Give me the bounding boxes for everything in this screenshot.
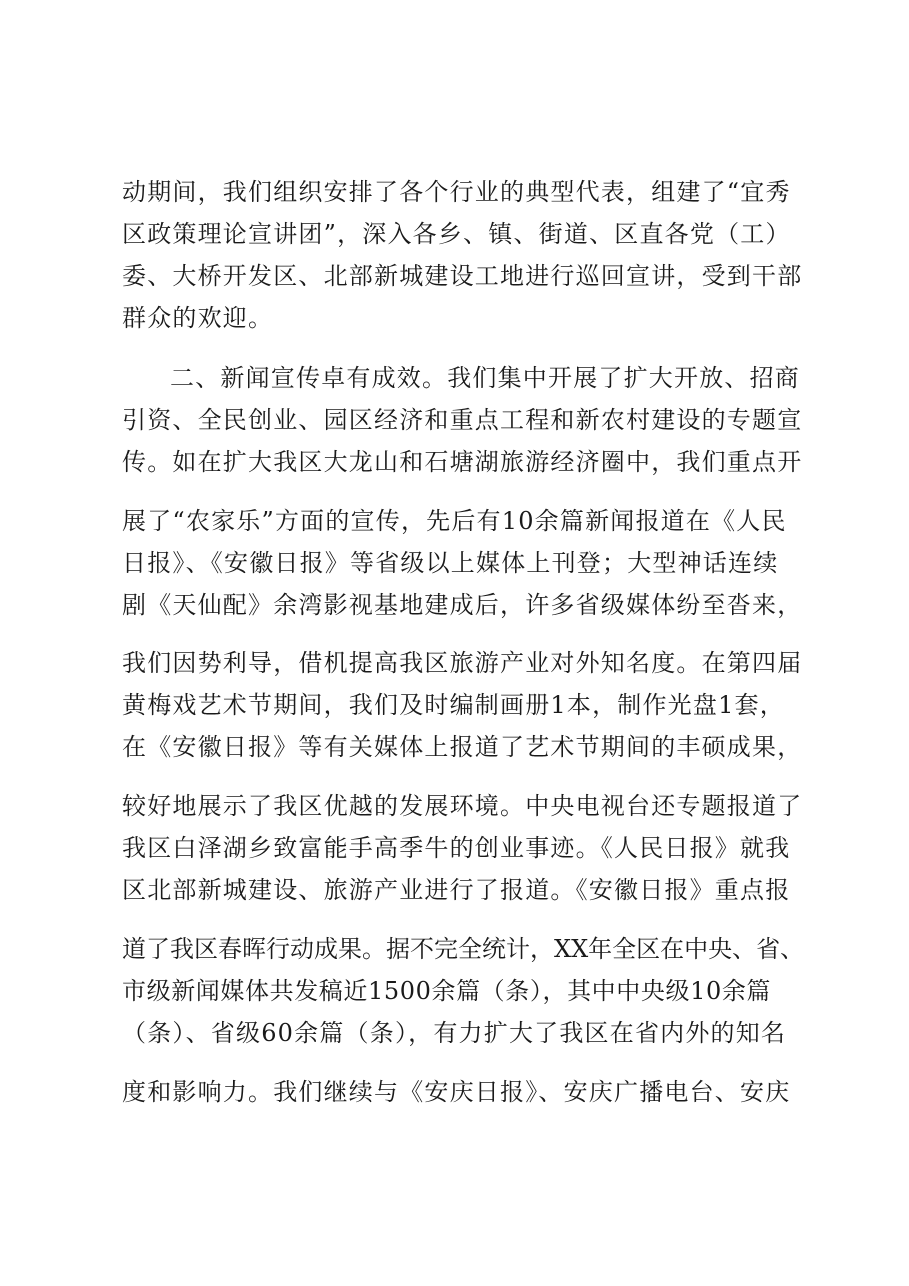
text-line: 我区白泽湖乡致富能手高季牛的创业事迹。《人民日报》就我 (122, 834, 791, 862)
text-line: 区政策理论宣讲团”，深入各乡、镇、街道、区直各党（工） (122, 220, 791, 248)
text-line: 群众的欢迎。 (122, 304, 274, 332)
text-line: 日报》、《安徽日报》等省级以上媒体上刊登；大型神话连续 (122, 549, 779, 577)
text-line: 剧《天仙配》余湾影视基地建成后，许多省级媒体纷至沓来， (122, 591, 803, 619)
text-line: 动期间，我们组织安排了各个行业的典型代表，组建了“宜秀 (122, 178, 791, 206)
text-line: 引资、全民创业、园区经济和重点工程和新农村建设的专题宣 (122, 406, 803, 434)
text-line: 展了“农家乐”方面的宣传，先后有10余篇新闻报道在《人民 (122, 507, 787, 535)
text-line: 我们因势利导，借机提高我区旅游产业对外知名度。在第四届 (122, 649, 803, 677)
text-line: 传。如在扩大我区大龙山和石塘湖旅游经济圈中，我们重点开 (122, 448, 803, 476)
text-line: 道了我区春晖行动成果。据不完全统计，XX年全区在中央、省、 (122, 935, 805, 963)
text-line: 区北部新城建设、旅游产业进行了报道。《安徽日报》重点报 (122, 876, 791, 904)
text-line: 较好地展示了我区优越的发展环境。中央电视台还专题报道了 (122, 792, 803, 820)
text-line: 委、大桥开发区、北部新城建设工地进行巡回宣讲，受到干部 (122, 262, 803, 290)
text-line: 黄梅戏艺术节期间，我们及时编制画册1本，制作光盘1套， (122, 691, 785, 719)
text-line: 度和影响力。我们继续与《安庆日报》、安庆广播电台、安庆 (122, 1078, 791, 1106)
text-line: 在《安徽日报》等有关媒体上报道了艺术节期间的丰硕成果， (122, 733, 803, 761)
text-line: 市级新闻媒体共发稿近1500余篇（条），其中中央级10余篇 (122, 977, 772, 1005)
text-line: （条）、省级60余篇（条），有力扩大了我区在省内外的知名 (122, 1019, 787, 1047)
paragraph-first-line: 二、新闻宣传卓有成效。我们集中开展了扩大开放、招商 (170, 364, 800, 392)
